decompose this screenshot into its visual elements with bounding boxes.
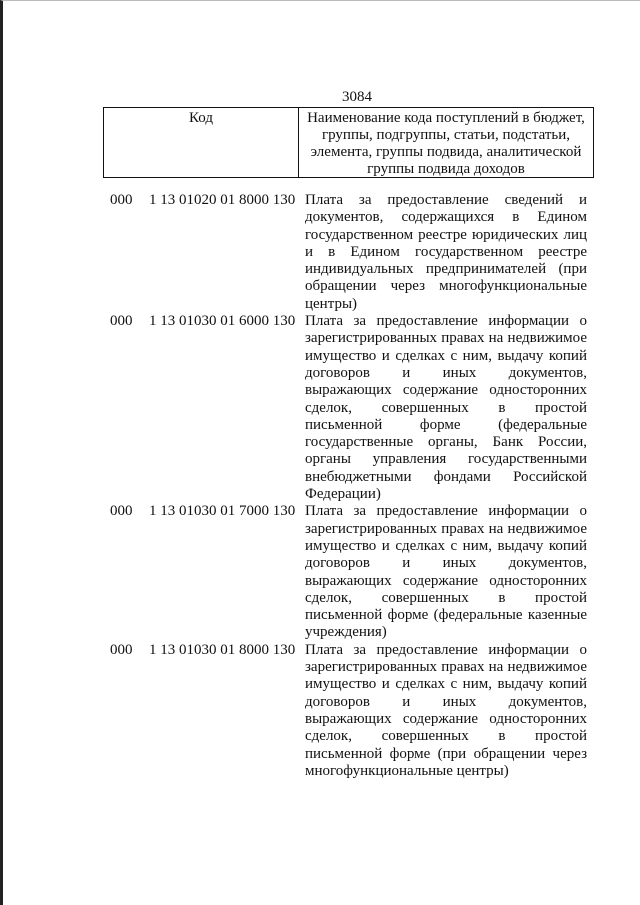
header-name-cell: Наименование кода поступлений в бюджет, группы, подгруппы, статьи, подстатьи, элемента, группы подвида, аналитической группы подвида доходов <box>307 110 585 177</box>
row-admin-code: 000 <box>110 641 133 658</box>
table-body <box>0 192 640 780</box>
row-description: Плата за предоставление информации о зарегистрированных правах на недвижимое имущество и сделках с ним, выдачу копий договоров и иных документов, выражающих содержание односторонних сделок, совершенных в простой письменной форме (при обращении через многофункциональные центры) <box>305 641 587 779</box>
table-row <box>0 503 640 641</box>
row-admin-code: 000 <box>110 313 133 330</box>
table-row <box>0 192 640 313</box>
table-header <box>103 107 594 178</box>
table-row <box>0 313 640 503</box>
row-admin-code: 000 <box>110 192 133 208</box>
row-income-code: 1 13 01020 01 8000 130 <box>149 192 296 208</box>
page-number: 3084 <box>342 89 372 105</box>
row-income-code: 1 13 01030 01 7000 130 <box>149 503 296 520</box>
row-admin-code: 000 <box>110 503 133 520</box>
row-description: Плата за предоставление информации о зарегистрированных правах на недвижимое имущество и сделках с ним, выдачу копий договоров и иных документов, выражающих содержание односторонних сделок, совершенных в простой письменной форме (федеральные казенные учреждения) <box>305 503 587 641</box>
header-code-cell: Код <box>104 108 299 177</box>
table-row <box>0 642 640 780</box>
row-income-code: 1 13 01030 01 8000 130 <box>149 641 296 658</box>
row-description: Плата за предоставление информации о зарегистрированных правах на недвижимое имущество и сделках с ним, выдачу копий договоров и иных документов, выражающих содержание односторонних сделок, совершенных в простой письменной форме (федеральные государственные органы, Банк России, органы управления государственными внебюджетными фондами Российской Федерации) <box>305 313 587 503</box>
row-description: Плата за предоставление сведений и документов, содержащихся в Едином государственном реестре юридических лиц и в Едином государственном реестре индивидуальных предпринимателей (при обращении через многофункциональные центры) <box>305 192 587 312</box>
row-income-code: 1 13 01030 01 6000 130 <box>149 313 296 330</box>
